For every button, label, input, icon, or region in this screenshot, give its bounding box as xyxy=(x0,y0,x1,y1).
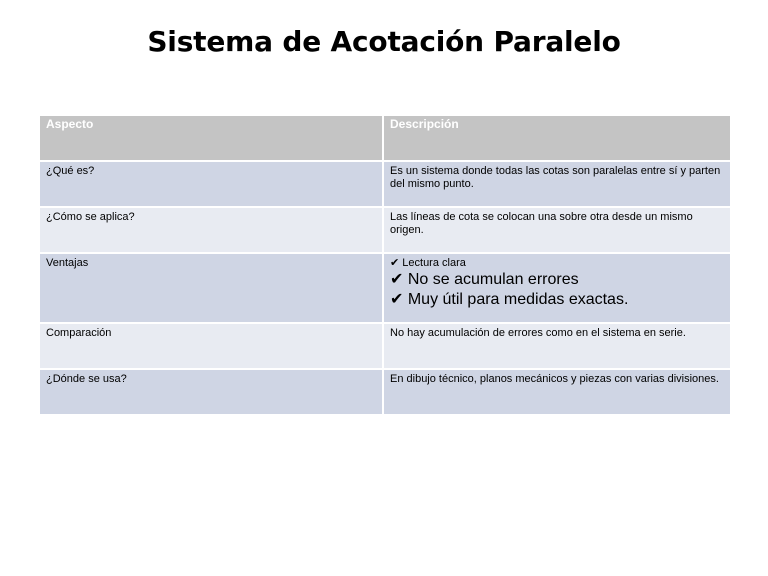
table-header-row xyxy=(40,116,730,162)
header-descripcion: Descripción xyxy=(384,116,730,160)
table-row xyxy=(40,324,730,370)
info-table xyxy=(40,116,730,416)
row-aspect: ¿Cómo se aplica? xyxy=(40,208,384,252)
row-aspect: Comparación xyxy=(40,324,384,368)
row-aspect: Ventajas xyxy=(40,254,384,322)
advantage-item: ✔ Muy útil para medidas exactas. xyxy=(390,291,629,308)
row-description: En dibujo técnico, planos mecánicos y piezas con varias divisiones. xyxy=(384,370,730,414)
row-description xyxy=(384,254,730,322)
table-row xyxy=(40,370,730,416)
table-row xyxy=(40,254,730,324)
row-aspect: ¿Dónde se usa? xyxy=(40,370,384,414)
row-description: No hay acumulación de errores como en el sistema en serie. xyxy=(384,324,730,368)
slide-title: Sistema de Acotación Paralelo xyxy=(147,25,621,58)
row-description: Es un sistema donde todas las cotas son paralelas entre sí y parten del mismo punto. xyxy=(384,162,730,206)
advantage-item: ✔ Lectura clara xyxy=(390,257,466,269)
advantage-item: ✔ No se acumulan errores xyxy=(390,271,579,288)
header-aspecto: Aspecto xyxy=(40,116,384,160)
table-row xyxy=(40,208,730,254)
row-description: Las líneas de cota se colocan una sobre otra desde un mismo origen. xyxy=(384,208,730,252)
row-aspect: ¿Qué es? xyxy=(40,162,384,206)
table-row xyxy=(40,162,730,208)
